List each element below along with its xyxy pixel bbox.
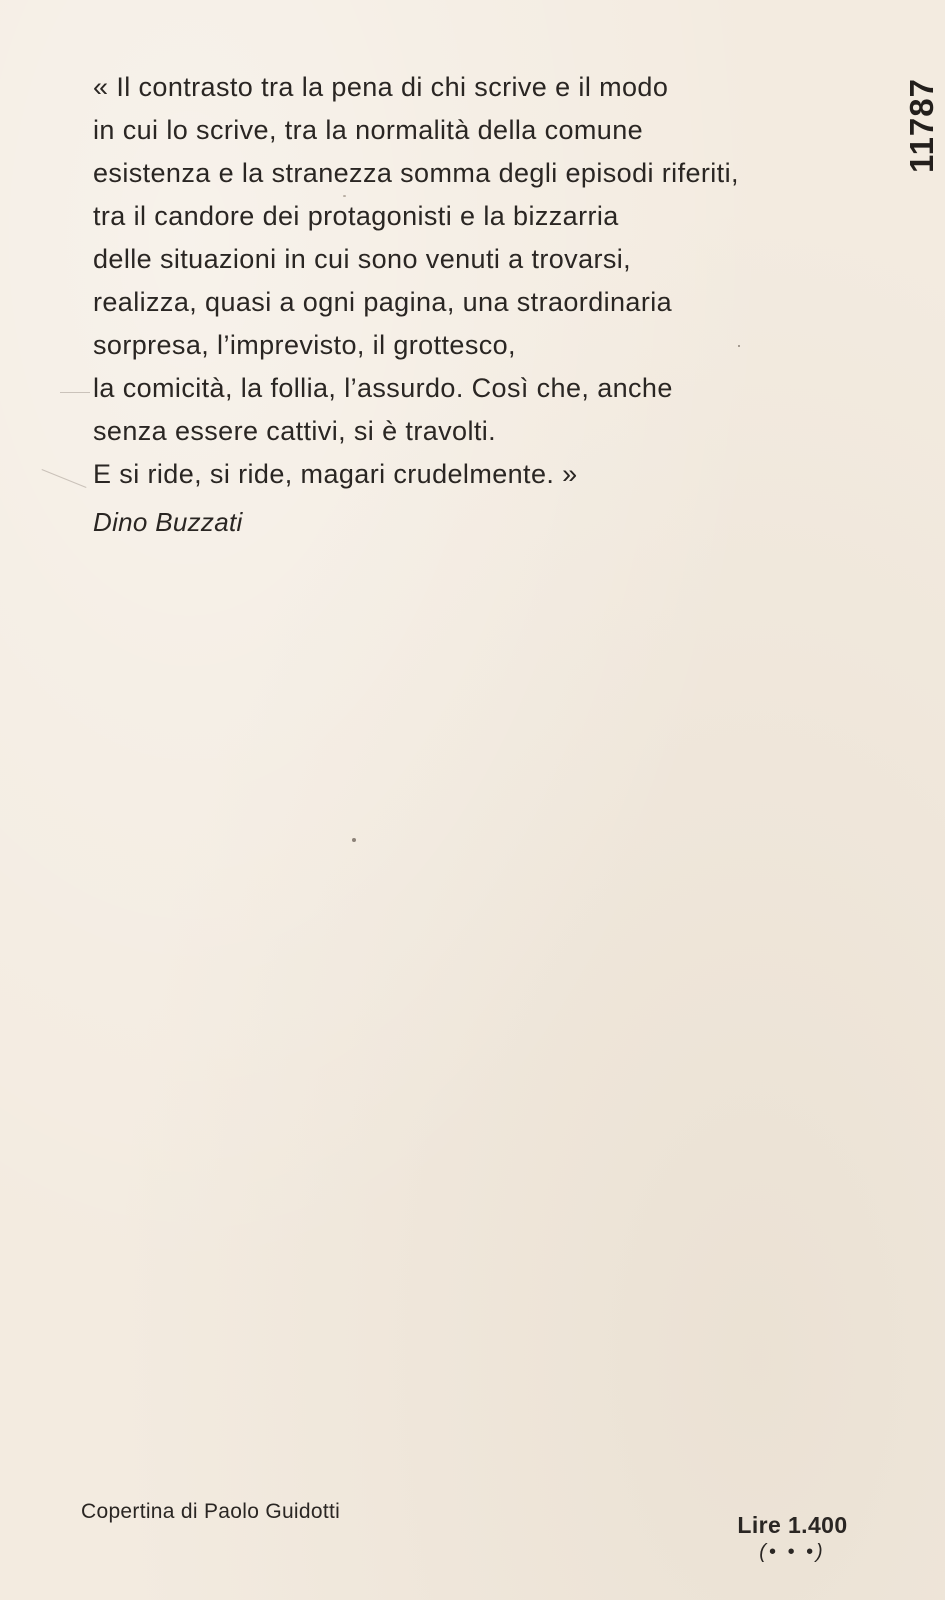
- quote-line: delle situazioni in cui sono venuti a trovarsi,: [93, 244, 632, 274]
- paper-crease: [42, 469, 87, 488]
- paper-crease: [60, 392, 90, 393]
- paper-speck: [352, 838, 356, 842]
- quote-line: la comicità, la follia, l’assurdo. Così che, anche: [93, 373, 673, 403]
- quote-line: senza essere cattivi, si è travolti.: [93, 416, 497, 446]
- quote-line: tra il candore dei protagonisti e la bizzarria: [93, 201, 619, 231]
- quote-line: sorpresa, l’imprevisto, il grottesco,: [93, 330, 516, 360]
- cover-credit: Copertina di Paolo Guidotti: [81, 1500, 341, 1523]
- quote-line: « Il contrasto tra la pena di chi scrive e il modo: [93, 72, 669, 102]
- price-code: (• • •): [759, 1541, 826, 1563]
- blurb-quote: [93, 66, 893, 542]
- quote-line: E si ride, si ride, magari crudelmente. »: [93, 459, 578, 489]
- price-label: Lire 1.400: [737, 1512, 848, 1538]
- quote-line: esistenza e la stranezza somma degli episodi riferiti,: [93, 158, 739, 188]
- quote-line: in cui lo scrive, tra la normalità della comune: [93, 115, 644, 145]
- catalog-number: 11787: [903, 78, 940, 173]
- quote-author: Dino Buzzati: [93, 507, 243, 537]
- quote-line: realizza, quasi a ogni pagina, una straordinaria: [93, 287, 673, 317]
- price-block: [725, 1510, 860, 1564]
